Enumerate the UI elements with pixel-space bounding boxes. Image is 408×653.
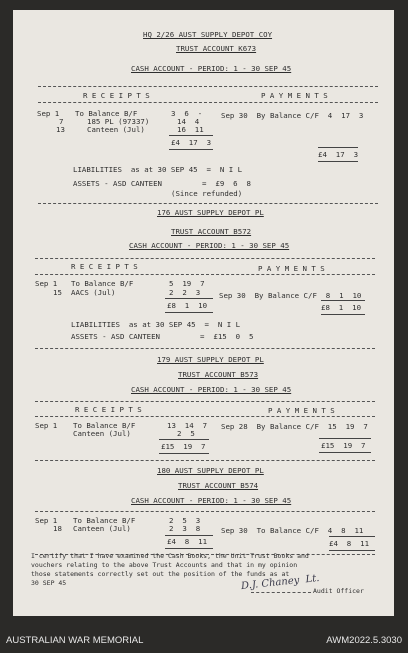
liabilities-line: LIABILITIES as at 30 SEP 45 = N I L bbox=[71, 320, 241, 329]
unit-title: 179 AUST SUPPLY DEPOT PL bbox=[157, 355, 264, 364]
unit-title: HQ 2/26 AUST SUPPLY DEPOT COY bbox=[143, 30, 273, 39]
certificate-line: those statements correctly set out the position of the funds as at bbox=[31, 570, 290, 578]
receipt-amount: 14 4 bbox=[177, 117, 200, 126]
receipt-desc: To Balance B/F bbox=[75, 109, 138, 118]
receipt-amount: 16 11 bbox=[177, 125, 204, 134]
trust-account-title: TRUST ACCOUNT B573 bbox=[178, 370, 259, 379]
receipt-amount: 13 14 7 bbox=[167, 421, 208, 430]
trust-account-title: TRUST ACCOUNT B574 bbox=[178, 481, 259, 490]
total-rule bbox=[321, 314, 365, 315]
receipt-desc: To Balance B/F bbox=[73, 421, 136, 430]
period-title: CASH ACCOUNT - PERIOD: 1 - 30 SEP 45 bbox=[131, 385, 292, 394]
total-rule bbox=[318, 147, 358, 148]
payment-entry: Sep 30 To Balance C/F 4 8 11 bbox=[221, 526, 364, 535]
unit-title: 176 AUST SUPPLY DEPOT PL bbox=[157, 208, 264, 217]
document-page bbox=[13, 10, 394, 616]
payment-entry: Sep 30 By Balance C/F 8 1 10 bbox=[219, 291, 362, 300]
total-amount: £15 19 7 bbox=[161, 442, 206, 451]
period-title: CASH ACCOUNT - PERIOD: 1 - 30 SEP 45 bbox=[129, 241, 290, 250]
receipt-desc: To Balance B/F bbox=[71, 279, 134, 288]
receipt-desc: AACS (Jul) bbox=[71, 288, 116, 297]
total-amount: £4 17 3 bbox=[171, 138, 212, 147]
receipt-desc: Canteen (Jul) bbox=[73, 429, 131, 438]
payments-heading: P A Y M E N T S bbox=[268, 406, 335, 415]
receipt-amount: 2 2 3 bbox=[169, 288, 201, 297]
total-rule bbox=[169, 135, 213, 136]
total-rule bbox=[319, 438, 371, 439]
total-rule bbox=[319, 452, 371, 453]
divider bbox=[35, 460, 375, 461]
trust-account-title: TRUST ACCOUNT K673 bbox=[176, 44, 257, 53]
signature-line bbox=[251, 592, 311, 593]
payments-heading: P A Y M E N T S bbox=[258, 264, 325, 273]
receipt-desc: 185 PL (97337) bbox=[87, 117, 150, 126]
receipt-date: Sep 1 bbox=[35, 279, 58, 288]
divider bbox=[35, 274, 375, 275]
divider bbox=[35, 348, 375, 349]
receipt-date: 13 bbox=[56, 125, 65, 134]
receipts-heading: R E C E I P T S bbox=[71, 262, 138, 271]
payments-heading: P A Y M E N T S bbox=[261, 91, 328, 100]
divider bbox=[35, 401, 375, 402]
accession-number: AWM2022.5.3030 bbox=[326, 635, 402, 646]
receipt-amount: 3 6 - bbox=[171, 109, 203, 118]
total-rule bbox=[165, 548, 213, 549]
receipt-desc: Canteen (Jul) bbox=[73, 524, 131, 533]
divider bbox=[35, 416, 375, 417]
receipt-date: Sep 1 bbox=[35, 516, 58, 525]
total-rule bbox=[159, 453, 209, 454]
receipt-amount: 2 5 bbox=[177, 429, 195, 438]
receipt-desc: Canteen (Jul) bbox=[87, 125, 145, 134]
payment-entry: Sep 28 By Balance C/F 15 19 7 bbox=[221, 422, 368, 431]
receipt-date: Sep 1 bbox=[35, 421, 58, 430]
total-rule bbox=[159, 439, 209, 440]
payment-entry: Sep 30 By Balance C/F 4 17 3 bbox=[221, 111, 364, 120]
assets-line: ASSETS - ASD CANTEEN = £15 0 5 bbox=[71, 332, 254, 341]
auditor-signature: D.J. Chaney Lt. bbox=[240, 572, 320, 593]
receipts-heading: R E C E I P T S bbox=[75, 405, 142, 414]
total-amount: £4 8 11 bbox=[329, 539, 370, 548]
divider bbox=[35, 511, 375, 512]
certificate-date: 30 SEP 45 bbox=[31, 579, 67, 587]
receipt-amount: 5 19 7 bbox=[169, 279, 205, 288]
total-rule bbox=[318, 161, 358, 162]
receipt-desc: To Balance B/F bbox=[73, 516, 136, 525]
refund-note: (Since refunded) bbox=[171, 189, 243, 198]
certificate-line: I certify that I have examined the Cash Books, the Unit Trust Books and bbox=[31, 552, 309, 560]
receipt-date: 18 bbox=[53, 524, 62, 533]
receipt-date: 7 bbox=[59, 117, 64, 126]
total-rule bbox=[329, 550, 375, 551]
receipt-amount: 2 3 8 bbox=[169, 524, 201, 533]
divider bbox=[38, 86, 378, 87]
total-rule bbox=[321, 300, 365, 301]
divider bbox=[38, 102, 378, 103]
archive-footer bbox=[0, 626, 408, 653]
liabilities-line: LIABILITIES as at 30 SEP 45 = N I L bbox=[73, 165, 243, 174]
total-amount: £4 17 3 bbox=[318, 150, 359, 159]
total-rule bbox=[165, 535, 213, 536]
receipt-date: Sep 1 bbox=[37, 109, 60, 118]
archive-name: AUSTRALIAN WAR MEMORIAL bbox=[6, 635, 144, 646]
period-title: CASH ACCOUNT - PERIOD: 1 - 30 SEP 45 bbox=[131, 64, 292, 73]
total-amount: £4 8 11 bbox=[167, 537, 208, 546]
total-rule bbox=[165, 298, 213, 299]
total-amount: £8 1 10 bbox=[321, 303, 362, 312]
total-rule bbox=[165, 312, 213, 313]
receipt-date: 15 bbox=[53, 288, 62, 297]
total-amount: £15 19 7 bbox=[321, 441, 366, 450]
audit-officer-label: Audit Officer bbox=[313, 587, 364, 595]
period-title: CASH ACCOUNT - PERIOD: 1 - 30 SEP 45 bbox=[131, 496, 292, 505]
assets-line: ASSETS - ASD CANTEEN = £9 6 8 bbox=[73, 179, 251, 188]
trust-account-title: TRUST ACCOUNT B572 bbox=[171, 227, 252, 236]
divider bbox=[38, 203, 378, 204]
total-rule bbox=[169, 149, 213, 150]
receipt-amount: 2 5 3 bbox=[169, 516, 201, 525]
divider bbox=[35, 258, 375, 259]
total-amount: £8 1 10 bbox=[167, 301, 208, 310]
receipts-heading: R E C E I P T S bbox=[83, 91, 150, 100]
certificate-line: vouchers relating to the above Trust Accounts and that in my opinion bbox=[31, 561, 298, 569]
total-rule bbox=[329, 536, 375, 537]
unit-title: 180 AUST SUPPLY DEPOT PL bbox=[157, 466, 264, 475]
